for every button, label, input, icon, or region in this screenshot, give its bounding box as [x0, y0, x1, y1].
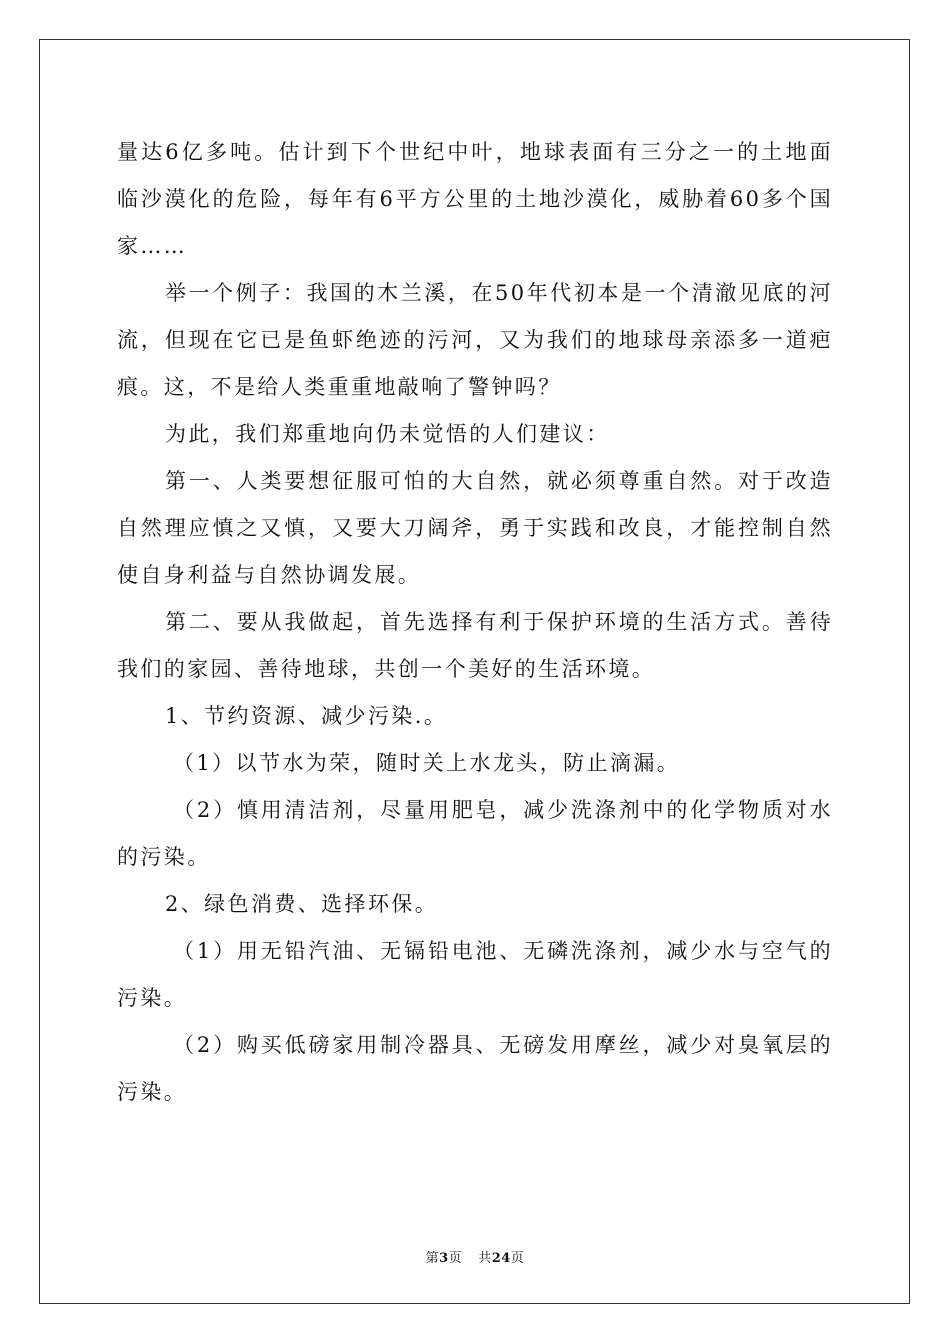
list-heading-1: 1、节约资源、减少污染.。	[165, 704, 448, 728]
paragraph-5: 第二、要从我做起，首先选择有利于保护环境的生活方式。善待我们的家园、善待地球，共创一个美好的生活环境。	[117, 610, 833, 681]
total-prefix: 共	[478, 1251, 492, 1266]
paragraph-2: 举一个例子：我国的木兰溪，在50年代初本是一个清澈见底的河流，但现在它已是鱼虾绝迹的污河，又为我们的地球母亲添多一道疤痕。这，不是给人类重重地敲响了警钟吗？	[117, 281, 833, 399]
paragraph-3: 为此，我们郑重地向仍未觉悟的人们建议：	[165, 422, 610, 446]
list-item-1-2: （2）慎用清洁剂，尽量用肥皂，减少洗涤剂中的化学物质对水的污染。	[117, 798, 833, 869]
paragraph-1: 量达6亿多吨。估计到下个世纪中叶，地球表面有三分之一的土地面临沙漠化的危险，每年有6平方公里的土地沙漠化，威胁着60多个国家……	[117, 140, 833, 258]
total-suffix: 页	[510, 1251, 525, 1266]
list-item-2-1: （1）用无铅汽油、无镉铅电池、无磷洗涤剂，减少水与空气的污染。	[117, 939, 833, 1010]
list-heading-2: 2、绿色消费、选择环保。	[165, 892, 439, 916]
page-footer	[0, 1247, 950, 1266]
paragraph-4: 第一、人类要想征服可怕的大自然，就必须尊重自然。对于改造自然理应慎之又慎，又要大刀阔斧，勇于实践和改良，才能控制自然使自身利益与自然协调发展。	[117, 469, 833, 587]
total-pages: 24	[491, 1251, 511, 1266]
list-item-1-1: （1）以节水为荣，随时关上水龙头，防止滴漏。	[173, 751, 681, 775]
list-item-2-2: （2）购买低磅家用制冷器具、无磅发用摩丝，减少对臭氧层的污染。	[117, 1033, 833, 1104]
page-suffix: 页	[448, 1251, 463, 1266]
page-number: 3	[439, 1251, 449, 1266]
page-prefix: 第	[425, 1251, 440, 1266]
document-body	[117, 129, 833, 1116]
